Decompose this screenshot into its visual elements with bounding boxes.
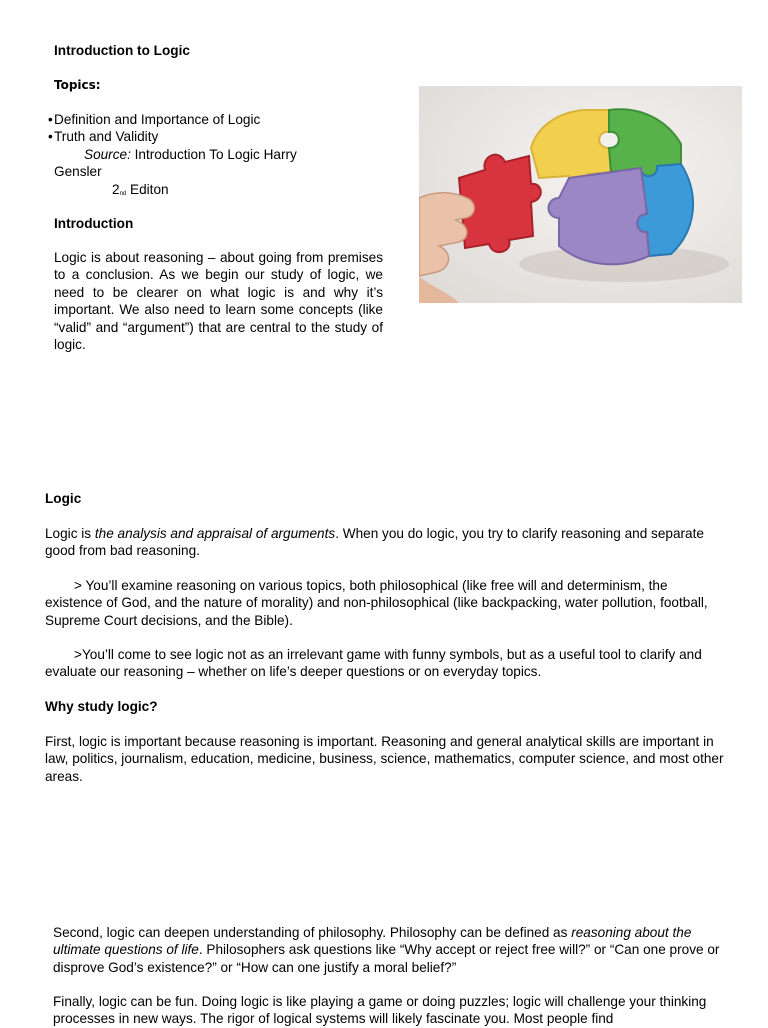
- logic-def-suffix: . When you do logic, you try to clarify reasoning and separate good from bad reasoning.: [45, 526, 704, 559]
- logic-definition-paragraph: [45, 525, 725, 560]
- topic-list: [48, 111, 260, 146]
- logic-def-prefix: Logic is: [45, 526, 95, 541]
- topics-paragraph: [45, 577, 725, 629]
- source-author: Gensler: [54, 164, 102, 179]
- first-reason-paragraph: First, logic is important because reasoning is important. Reasoning and general analytical skills are important in law, politics, journalism, education, medicine, business, science, mathematics, computer science, and most other areas.: [45, 734, 724, 784]
- page-title: Introduction to Logic: [54, 43, 190, 58]
- edition-number: 2: [112, 182, 120, 197]
- topic-item-label: Truth and Validity: [54, 129, 159, 145]
- topic-item-label: Definition and Importance of Logic: [54, 112, 261, 127]
- tool-paragraph: [45, 646, 725, 681]
- second-prefix: Second, logic can deepen understanding of philosophy. Philosophy can be defined as: [53, 925, 572, 940]
- edition-word: Editon: [126, 182, 169, 197]
- source-line: [84, 146, 297, 163]
- logic-def-emphasis: the analysis and appraisal of arguments: [94, 526, 336, 541]
- source-label: Source:: [84, 147, 131, 162]
- intro-heading: Introduction: [54, 216, 134, 231]
- puzzle-pieces-image: [419, 86, 742, 303]
- puzzle-illustration: [419, 86, 742, 303]
- intro-paragraph: Logic is about reasoning – about going from premises to a conclusion. As we begin our study of logic, we need to be clearer on what logic is and why it’s important. We also need to learn some concepts (like “valid” and “argument”) that are central to the study of logic.: [54, 250, 383, 353]
- source-title: Introduction To Logic Harry: [130, 147, 297, 162]
- topic-item: [48, 111, 260, 128]
- tool-text: >You’ll come to see logic not as an irrelevant game with funny symbols, but as a useful tool to clarify and evaluate our reasoning – whether on life’s deeper questions or on everyday topics.: [45, 647, 702, 680]
- bullet-icon: •: [48, 112, 53, 127]
- edition-suffix: nd: [119, 191, 127, 197]
- logic-heading: Logic: [45, 491, 82, 506]
- second-reason-paragraph: [53, 924, 723, 976]
- finally-paragraph: Finally, logic can be fun. Doing logic is like playing a game or doing puzzles; logic will challenge your thinking processes in new ways. The rigor of logical systems will likely fascinate you. Most people find: [53, 994, 707, 1027]
- edition-line: [112, 181, 169, 202]
- topics-text: > You’ll examine reasoning on various topics, both philosophical (like free will and determinism, the existence of God, and the nature of morality) and non-philosophical (like backpacking, water pollution, football, Supreme Court decisions, and the Bible).: [45, 578, 708, 628]
- why-heading: Why study logic?: [45, 699, 158, 714]
- bullet-icon: •: [48, 129, 53, 145]
- topics-label: Topics:: [54, 78, 101, 92]
- second-suffix: . Philosophers ask questions like “Why accept or reject free will?” or “Can one prove or disprove God’s existence?” or “How can one justify a moral belief?”: [53, 942, 720, 975]
- second-emphasis: reasoning about the ultimate questions of life: [53, 925, 692, 958]
- topic-item: [48, 128, 260, 145]
